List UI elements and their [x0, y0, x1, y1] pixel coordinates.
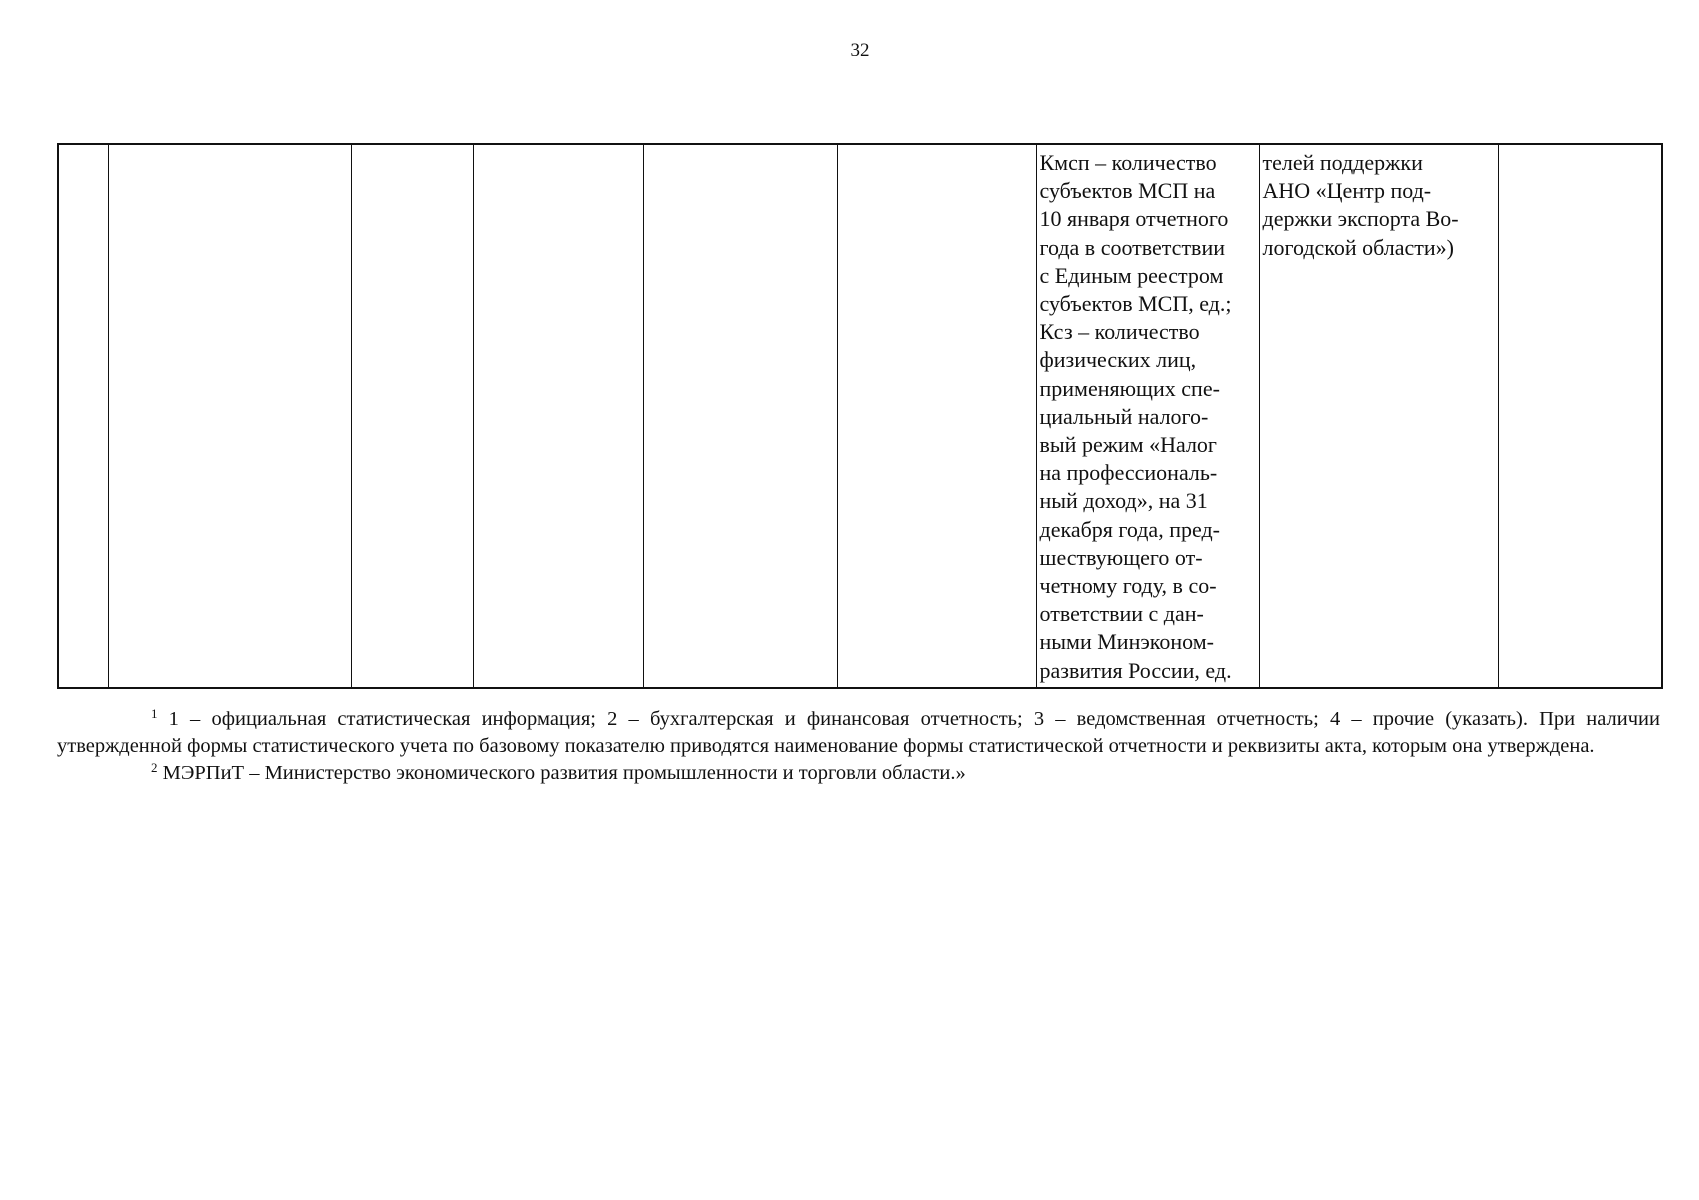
table-cell-data-source: телей поддержки АНО «Центр под- держки экспорта Во- логодской области»)	[1259, 144, 1498, 688]
footnote-1-text: 1 – официальная статистическая информация; 2 – бухгалтерская и финансовая отчетность; 3 – ведомственная отчетность; 4 – прочие (указать). При наличии утвержденной формы статистического учета по базовому показателю приводятся наименование формы статистической отчетности и реквизиты акта, которым она утверждена.	[57, 708, 1660, 757]
table-cell-2	[108, 144, 351, 688]
table-row	[58, 144, 1662, 688]
footnote-1-mark: 1	[151, 706, 158, 721]
table-cell-6	[837, 144, 1036, 688]
page-number: 32	[850, 40, 870, 61]
footnote-2-text: МЭРПиТ – Министерство экономического развития промышленности и торговли области.»	[157, 762, 966, 784]
footnotes	[57, 706, 1660, 787]
table-cell-9	[1498, 144, 1662, 688]
data-table	[57, 143, 1663, 689]
table-cell-calculation-method: Кмсп – количество субъектов МСП на 10 января отчетного года в соответствии с Единым реестром субъектов МСП, ед.; Ксз – количество физических лиц, применяющих спе- циальный налого- вый режим «Налог на профессиональ- ный доход», на 31 декабря года, пред- шествующего от- четному году, в со- ответствии с дан- ными Минэконом- развития России, ед.	[1036, 144, 1259, 688]
table-cell-3	[351, 144, 473, 688]
footnote-2-mark: 2	[151, 760, 158, 775]
footnote-1	[57, 706, 1660, 760]
table-cell-1	[58, 144, 108, 688]
table-cell-5	[643, 144, 837, 688]
footnote-2	[57, 760, 1660, 787]
table-cell-4	[473, 144, 643, 688]
